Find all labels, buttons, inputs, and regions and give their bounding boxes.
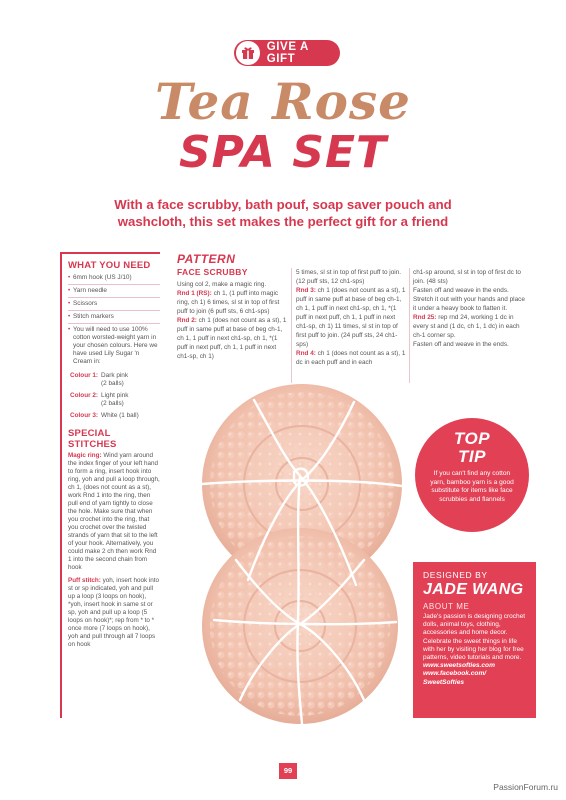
page-number: 99: [279, 763, 297, 779]
facebook-link[interactable]: www.facebook.com/: [423, 670, 487, 678]
puff-stitch-paragraph: [68, 577, 160, 649]
round-text: Fasten off and weave in the ends. Stretch it out with your hands and place it under a heavy book to flatten it.: [413, 287, 525, 312]
pattern-heading: PATTERN: [177, 252, 236, 266]
top-tip-title-line1: TOP: [453, 429, 491, 448]
materials-list: [68, 274, 160, 368]
pattern-paragraph: [296, 286, 406, 349]
website-link[interactable]: www.sweetsofties.com: [423, 662, 495, 670]
colour-value: Light pink (2 balls): [101, 392, 129, 407]
pattern-paragraph: [413, 340, 525, 349]
standfirst: With a face scrubby, bath pouf, soap saver pouch and washcloth, this set makes the perfect gift for a friend: [114, 197, 452, 229]
pattern-paragraph: [177, 316, 287, 361]
what-you-need-sidebar: [60, 252, 160, 718]
round-text: Fasten off and weave in the ends.: [413, 341, 509, 348]
colour-key: Colour 1:: [70, 372, 99, 379]
colour-key: Colour 3:: [70, 412, 99, 419]
round-key: Rnd 2:: [177, 317, 197, 324]
special-stitches-heading: SPECIAL STITCHES: [68, 428, 117, 450]
round-text: ch 1 (does not count as a st), 1 puff in same puff at base of beg ch-1, ch 1, 1 puff in next ch1-sp, ch 1, *(1 puff in next puff, ch 1, 1 puff in next ch1-sp, ch 1): [177, 317, 287, 360]
top-tip-badge: [415, 418, 529, 532]
pattern-column-1: [177, 280, 287, 361]
title-script: Tea Rose: [155, 72, 411, 131]
scrubbies-photo: [196, 380, 406, 724]
colour-row: [70, 412, 160, 420]
colour-key: Colour 2:: [70, 392, 99, 399]
top-tip-text: If you can't find any cotton yarn, bamboo yarn is a good substitute for items like face scrubbies and flannels: [430, 470, 514, 503]
section-tag-label: GIVE A GIFT: [266, 41, 309, 65]
colour-row: [70, 392, 160, 408]
top-tip-title: [415, 430, 529, 466]
pattern-paragraph: [413, 286, 525, 313]
pattern-paragraph: [177, 280, 287, 289]
page-title: SPA SET: [178, 127, 388, 178]
watermark: PassionForum.ru: [493, 782, 558, 792]
round-text: ch 1 (does not count as a st), 1 puff in same puff at base of beg ch-1, ch 1, 1 puff in next ch1-sp, ch 1, *(1 puff in next puff, ch 1, 1 puff in next ch1-sp, ch 1) 11 times, sl st in top of first puff to join. (24 puff sts, 24 ch1-sps): [296, 287, 406, 348]
gift-icon: [236, 41, 260, 65]
puff-stitch-key: Puff stitch:: [68, 577, 101, 584]
column-divider: [409, 268, 410, 383]
pattern-paragraph: [296, 268, 406, 286]
colour-value: Dark pink (2 balls): [101, 372, 129, 387]
list-item: • Scissors: [68, 300, 160, 311]
column-divider: [291, 268, 292, 383]
puff-stitch-text: yoh, insert hook into st or sp indicated, yoh and pull up a loop (3 loops on hook), *yoh, insert hook in same st or sp, yoh and pull up a loop (5 loops on hook)*; rep from * to * once more (7 loops on hook), yoh and pull through all 7 loops on hook: [68, 577, 159, 648]
round-text: 5 times, sl st in top of first puff to join. (12 puff sts, 12 ch1-sps): [296, 269, 402, 285]
pattern-column-2: [296, 268, 406, 367]
facebook-link-handle[interactable]: SweetSofties: [423, 678, 465, 686]
round-text: ch 1 (does not count as a st), 1 dc in each puff and in each: [296, 350, 406, 366]
pattern-paragraph: [177, 289, 287, 316]
colour-value: White (1 ball): [101, 412, 139, 419]
pattern-paragraph: [413, 268, 525, 286]
magic-ring-paragraph: [68, 452, 160, 572]
section-tag: [234, 40, 340, 66]
round-text: rep rnd 24, working 1 dc in every st and (1 dc, ch 1, 1 dc) in each ch-1 corner sp.: [413, 314, 520, 339]
designer-bio: Jade's passion is designing crochet dolls, animal toys, clothing, accessories and home decor. Celebrate the sweet things in life with her by visiting her blog for free patterns, video tutorials and more.: [423, 613, 526, 662]
pattern-paragraph: [296, 349, 406, 367]
round-key: Rnd 25:: [413, 314, 437, 321]
designer-panel: [413, 562, 536, 718]
pattern-subheading: FACE SCRUBBY: [177, 267, 248, 277]
pattern-column-3: [413, 268, 525, 349]
round-text: Using col 2, make a magic ring.: [177, 281, 267, 288]
magic-ring-text: Wind yarn around the index finger of your left hand to form a ring, insert hook into ring, yoh and pull a loop through, ch 1, (does not count as a st), work Rnd 1 into the ring, then pull end of yarn tightly to close the hole. Make sure that when you crochet into the ring, that you crochet over the twisted strands of yarn that sit to the left of your hook. Alternatively, you could make 2 ch then work Rnd 1 into the second chain from hook: [68, 452, 160, 571]
round-key: Rnd 3:: [296, 287, 316, 294]
about-me-label: ABOUT ME: [423, 602, 470, 611]
designed-by-label: DESIGNED BY: [423, 570, 488, 580]
round-text: ch1-sp around, sl st in top of first dc to join. (48 sts): [413, 269, 521, 285]
designer-name: JADE WANG: [423, 581, 524, 598]
list-item: • You will need to use 100% cotton worsted-weight yarn in your chosen colours. Here we have used Lily Sugar 'n Cream in:: [68, 326, 160, 368]
round-text: ch 1, (1 puff into magic ring, ch 1) 6 times, sl st in top of first puff to join (6 puff sts, 6 ch1-sps): [177, 290, 280, 315]
list-item: • Stitch markers: [68, 313, 160, 324]
what-you-need-heading: WHAT YOU NEED: [68, 260, 151, 271]
pattern-paragraph: [413, 313, 525, 340]
top-tip-title-line2: TIP: [458, 447, 486, 466]
round-key: Rnd 1 (RS):: [177, 290, 212, 297]
round-key: Rnd 4:: [296, 350, 316, 357]
magic-ring-key: Magic ring:: [68, 452, 102, 459]
colour-row: [70, 372, 160, 388]
list-item: • Yarn needle: [68, 287, 160, 298]
list-item: • 6mm hook (US J/10): [68, 274, 160, 285]
